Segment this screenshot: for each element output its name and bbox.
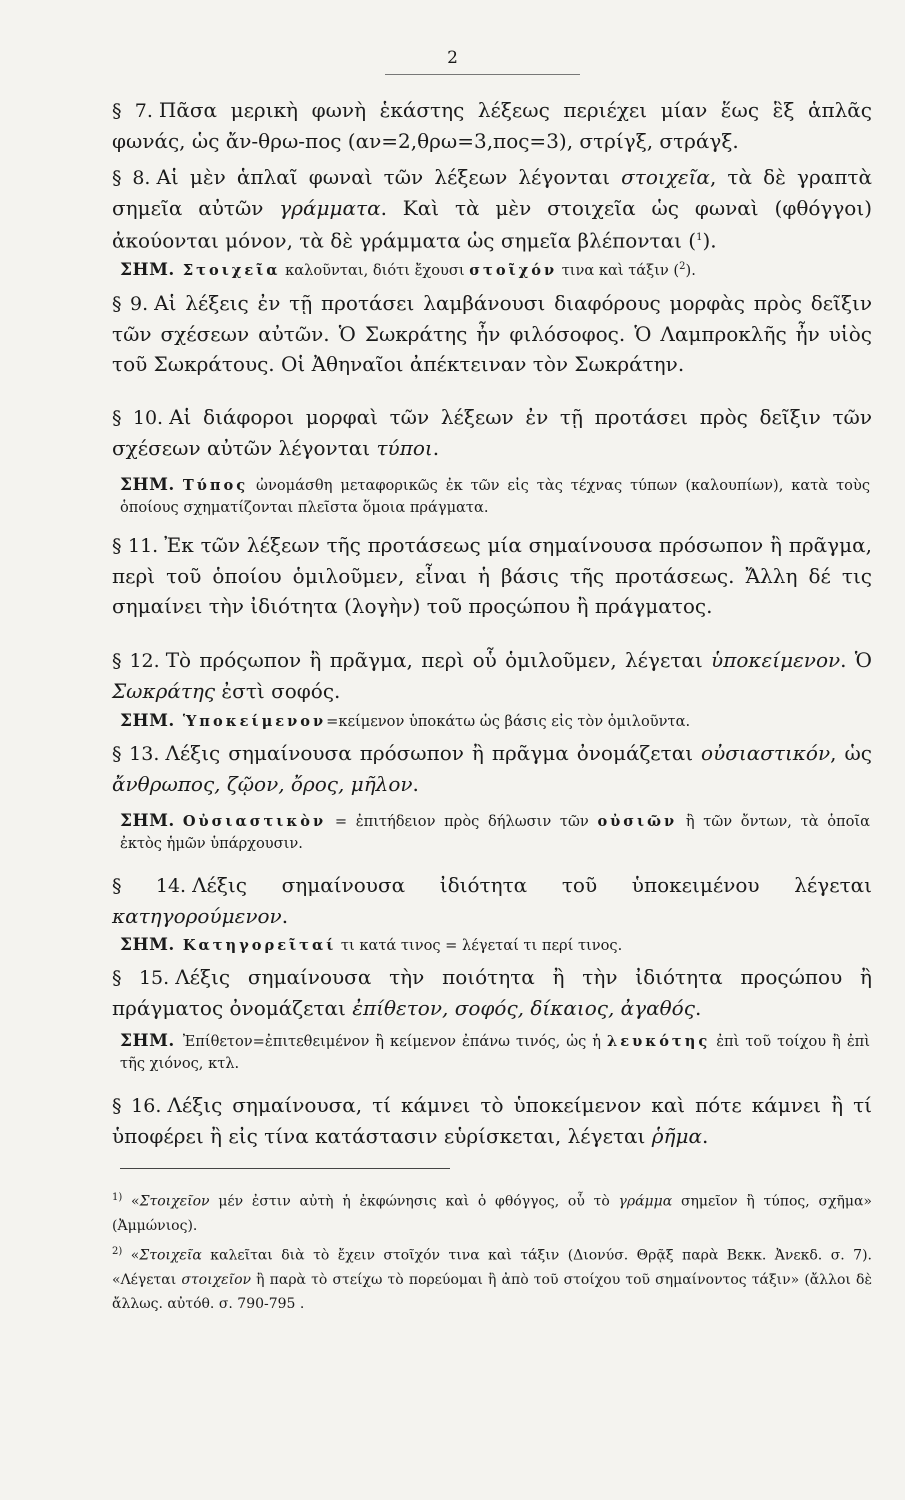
term-italic: γράμμα	[618, 1193, 673, 1210]
page-number: 2	[447, 48, 458, 68]
note-label: ΣΗΜ.	[120, 1031, 175, 1051]
footnote-text: καλεῖται διὰ τὸ ἔχειν στοῖχόν τινα καὶ τάξιν (Διονύσ. Θρᾷξ παρὰ Βεκκ. Ἀνεκδ. σ. 7). «Λέγεται	[112, 1247, 872, 1288]
footnote-mark: 2)	[112, 1246, 123, 1257]
term-italic: Στοιχεῖα	[139, 1247, 202, 1264]
paragraph-12	[112, 645, 872, 706]
paragraph-text: ).	[702, 228, 717, 253]
note-label: ΣΗΜ.	[120, 475, 175, 495]
note-text: Ἐπίθετον=ἐπιτεθειμένον ἢ κείμενον ἐπάνω τινός, ὡς ἡ	[182, 1033, 608, 1050]
paragraph-text: Αἱ λέξεις ἐν τῇ προτάσει λαμβάνουσι διαφόρους μορφὰς πρὸς δεῖξιν τῶν σχέσεων αὐτῶν. Ὁ Σωκράτης ἦν φιλόσοφος. Ὁ Λαμπροκλῆς ἦν υἱὸς τοῦ Σωκράτους. Οἱ Ἀθηναῖοι ἀπέκτειναν τὸν Σωκράτην.	[112, 291, 873, 376]
note-8	[120, 256, 870, 282]
footnote-1	[112, 1186, 872, 1238]
paragraph-13	[112, 738, 872, 799]
footnote-text: σημεῖον ἢ τύπος, σχῆμα» (Ἀμμώνιος).	[112, 1193, 872, 1234]
note-label: ΣΗΜ.	[120, 259, 175, 280]
note-text: ).	[685, 261, 696, 279]
note-label: ΣΗΜ.	[120, 935, 175, 955]
paragraph-10	[112, 402, 872, 463]
term-italic: ὑποκείμενον	[711, 648, 841, 672]
section-number: § 9.	[112, 293, 149, 315]
spaced-term: Ὑποκείμενον	[182, 713, 327, 730]
term-italic: Σωκράτης	[112, 679, 216, 703]
note-label: ΣΗΜ.	[120, 711, 175, 731]
spaced-term: οὐσιῶν	[597, 813, 678, 830]
note-14	[120, 934, 870, 957]
spaced-term: λευκότης	[607, 1033, 711, 1050]
paragraph-text: Τὸ πρόςωπον ἢ πρᾶγμα, περὶ οὗ ὁμιλοῦμεν, λέγεται	[165, 648, 712, 672]
paragraph-text: Λέξις σημαίνουσα ἰδιότητα τοῦ ὑποκειμένου λέγεται	[192, 873, 872, 897]
paragraph-text: .	[432, 436, 440, 460]
note-text: καλοῦνται, διότι ἔχουσι	[280, 261, 470, 279]
paragraph-15	[112, 962, 872, 1023]
note-text: τι κατά τινος = λέγεταί τι περί τινος.	[336, 937, 623, 954]
section-number: § 11.	[112, 535, 159, 557]
paragraph-text: Λέξις σημαίνουσα τὴν ποιότητα ἢ τὴν ἰδιότητα προςώπου ἢ πράγματος ὀνομάζεται	[112, 965, 872, 1020]
paragraph-text: . Καὶ τὰ μὲν στοιχεῖα ὡς φωναὶ (φθόγγοι) ἀκούονται μόνον, τὰ δὲ γράμματα ὡς σημεῖα βλέπονται (	[112, 196, 872, 253]
section-number: § 16.	[112, 1095, 162, 1117]
note-label: ΣΗΜ.	[120, 811, 175, 831]
paragraph-text: Λέξις σημαίνουσα, τί κάμνει τὸ ὑποκείμενον καὶ πότε κάμνει ἢ τί ὑποφέρει ἢ εἰς τίνα κατάστασιν εὑρίσκεται, λέγεται	[112, 1093, 872, 1148]
paragraph-text: Πᾶσα μερικὴ φωνὴ ἑκάστης λέξεως περιέχει μίαν ἕως ἓξ ἁπλᾶς φωνάς, ὡς ἄν-θρω-πος (αν=2,θρω=3,πος=3), στρίγξ, στράγξ.	[112, 98, 872, 153]
note-text: =κείμενον ὑποκάτω ὡς βάσις εἰς τὸν ὁμιλοῦντα.	[326, 713, 691, 730]
paragraph-text: .	[694, 996, 702, 1020]
paragraph-14	[112, 870, 872, 931]
footnote-text: «	[122, 1247, 140, 1264]
paragraph-text: . Ὁ	[840, 648, 872, 672]
paragraph-9	[112, 288, 872, 379]
section-number: § 8.	[112, 167, 151, 189]
footnote-text: ἢ παρὰ τὸ στείχω τὸ πορεύομαι ἢ ἀπὸ τοῦ στοίχου τοῦ σημαίνοντος τάξιν» (ἄλλοι δὲ ἄλλως. αὐτόθ. σ. 790-795 .	[112, 1271, 872, 1312]
spaced-term: Τύπος	[182, 477, 249, 494]
footnote-ref: 2	[679, 261, 686, 272]
term-italic: ἐπίθετον, σοφός, δίκαιος, ἀγαθός	[352, 996, 695, 1020]
note-text: ἢ τῶν ὄντων, τὰ ὁποῖα ἐκτὸς ἡμῶν ὑπάρχουσιν.	[120, 813, 870, 852]
paragraph-text: , ὡς	[830, 741, 872, 765]
section-number: § 15.	[112, 967, 170, 989]
term-italic: κατηγορούμενον	[112, 904, 282, 928]
footnote-text: «	[122, 1193, 140, 1210]
term-italic: ῥῆμα	[651, 1124, 702, 1148]
paragraph-text: .	[412, 772, 419, 796]
note-text: τινα καὶ τάξιν (	[557, 261, 680, 279]
paragraph-text: .	[281, 904, 289, 928]
term-italic: οὐσιαστικόν	[701, 741, 831, 765]
footnote-mark: 1)	[112, 1192, 123, 1203]
paragraph-8	[112, 162, 872, 256]
section-number: § 12.	[112, 650, 160, 672]
term-italic: ἄνθρωπος, ζῷον, ὄρος, μῆλον	[112, 772, 413, 796]
paragraph-11	[112, 530, 872, 621]
term-italic: στοιχεῖον	[181, 1271, 252, 1288]
footnote-separator	[120, 1168, 450, 1169]
footnote-text: μέν ἐστιν αὐτὴ ἡ ἐκφώνησις καὶ ὁ φθόγγος, οὗ τὸ	[209, 1193, 619, 1210]
note-15	[120, 1030, 870, 1075]
note-text: = ἐπιτήδειον πρὸς δήλωσιν τῶν	[326, 813, 598, 830]
spaced-term: στοῖχόν	[469, 261, 558, 279]
header-ornament-rule	[385, 74, 580, 81]
paragraph-text: Ἐκ τῶν λέξεων τῆς προτάσεως μία σημαίνουσα πρόσωπον ἢ πρᾶγμα, περὶ τοῦ ὁποίου ὁμιλοῦμεν, εἶναι ἡ βάσις τῆς προτάσεως. Ἄλλη δέ τις σημαίνει τὴν ἰδιότητα (λογὴν) τοῦ προςώπου ἢ πράγματος.	[112, 533, 872, 618]
note-10	[120, 474, 870, 519]
spaced-term: Κατηγορεῖταί	[182, 937, 337, 954]
note-12	[120, 710, 870, 733]
paragraph-text: .	[702, 1124, 709, 1148]
note-text: ἐπὶ τοῦ τοίχου ἢ ἐπὶ τῆς χιόνος, κτλ.	[120, 1033, 870, 1072]
spaced-term: Οὐσιαστικὸν	[182, 813, 327, 830]
paragraph-text: , τὰ δὲ γραπτὰ σημεῖα αὐτῶν	[112, 165, 872, 220]
term-italic: Στοιχεῖον	[139, 1193, 210, 1210]
paragraph-text: ἐστὶ σοφός.	[215, 679, 341, 703]
paragraph-text: Λέξις σημαίνουσα πρόσωπον ἢ πρᾶγμα ὀνομάζεται	[165, 741, 702, 765]
term-italic: στοιχεῖα	[621, 165, 710, 189]
paragraph-text: Αἱ μὲν ἁπλαῖ φωναὶ τῶν λέξεων λέγονται	[156, 165, 622, 189]
section-number: § 14.	[112, 875, 187, 897]
section-number: § 7.	[112, 100, 153, 122]
footnote-ref: 1	[696, 232, 703, 243]
paragraph-7	[112, 95, 872, 156]
term-italic: τύποι	[376, 436, 433, 460]
spaced-term: Στοιχεῖα	[182, 261, 281, 279]
paragraph-16	[112, 1090, 872, 1151]
note-text: ὠνομάσθη μεταφορικῶς ἐκ τῶν εἰς τὰς τέχνας τύπων (καλουπίων), κατὰ τοὺς ὁποίους σχηματίζονται πλεῖστα ὅμοια πράγματα.	[120, 477, 870, 516]
term-italic: γράμματα	[279, 196, 381, 220]
note-13	[120, 810, 870, 855]
section-number: § 10.	[112, 407, 164, 429]
footnote-2	[112, 1240, 872, 1316]
paragraph-text: Αἱ διάφοροι μορφαὶ τῶν λέξεων ἐν τῇ προτάσει πρὸς δεῖξιν τῶν σχέσεων αὐτῶν λέγονται	[112, 405, 872, 460]
section-number: § 13.	[112, 743, 160, 765]
